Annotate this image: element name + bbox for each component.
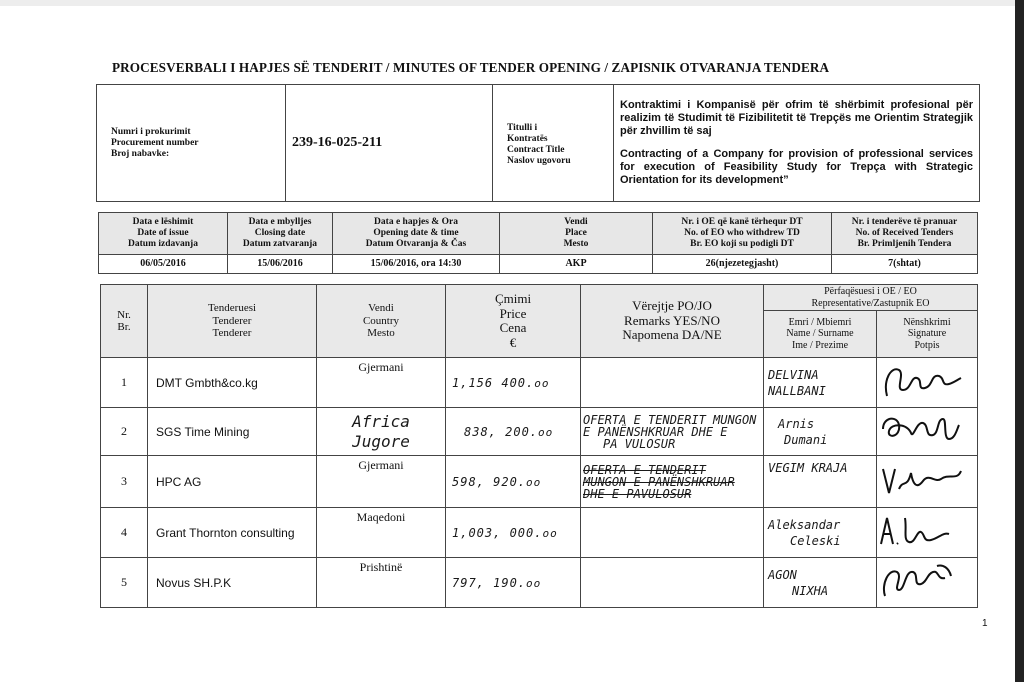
handwritten-signature-icon	[877, 360, 963, 402]
handwritten-signature-icon	[877, 459, 963, 501]
tenderer-name: HPC AG	[148, 456, 317, 508]
header-place: Vendi Place Mesto	[500, 213, 653, 255]
header-eo-withdrew: Nr. i OE që kanë tërhequr DT No. of EO who withdrew TD Br. EO koji su podigli DT	[653, 213, 832, 255]
header-price: Çmimi Price Cena €	[446, 285, 581, 358]
header-opening-date: Data e hapjes & Ora Opening date & time Datum Otvaranja & Čas	[333, 213, 500, 255]
header-tenderer: Tenderuesi Tenderer Tenderer	[148, 285, 317, 358]
handwritten-signature-icon	[877, 409, 963, 451]
eo-withdrew-count: 26(njezetegjasht)	[653, 254, 832, 273]
row-number: 4	[101, 508, 148, 558]
procurement-info-table	[96, 84, 980, 202]
tender-remark: OFERTA E TENDERIT MUNGON E PANËNSHKRUAR DHE E PA VULOSUR	[581, 408, 764, 456]
header-closing-date: Data e mbylljes Closing date Datum zatvaranja	[228, 213, 333, 255]
signature	[877, 558, 978, 608]
procurement-number-label: Numri i prokurimit Procurement number Broj nabavke:	[97, 85, 286, 202]
header-received-tenders: Nr. i tenderëve të pranuar No. of Received Tenders Br. Primljenih Tendera	[832, 213, 978, 255]
representative-name: AGON NIXHA	[764, 558, 877, 608]
table-row	[101, 508, 978, 558]
tenderer-country: Maqedoni	[317, 508, 446, 558]
contract-title-en: Contracting of a Company for provision of professional services for execution of Feasibility Study for Trepça with Strategic Orientation for its development”	[620, 148, 973, 186]
handwritten-signature-icon	[877, 510, 963, 552]
representative-name: DELVINA NALLBANI	[764, 358, 877, 408]
closing-date: 15/06/2016	[228, 254, 333, 273]
table-row	[101, 558, 978, 608]
tender-price: 1,156 400.oo	[446, 358, 581, 408]
signature	[877, 508, 978, 558]
signature	[877, 456, 978, 508]
header-name: Emri / Mbiemri Name / Surname Ime / Prezime	[764, 311, 877, 358]
header-nr: Nr. Br.	[101, 285, 148, 358]
tender-price: 598, 920.oo	[446, 456, 581, 508]
tenderer-name: Novus SH.P.K	[148, 558, 317, 608]
row-number: 1	[101, 358, 148, 408]
table-row	[101, 408, 978, 456]
opening-date-time: 15/06/2016, ora 14:30	[333, 254, 500, 273]
header-representative: Përfaqësuesi i OE / EO Representative/Zastupnik EO	[764, 285, 978, 311]
tenderer-country: Gjermani	[317, 358, 446, 408]
top-edge	[0, 0, 1024, 6]
row-number: 2	[101, 408, 148, 456]
table-row	[101, 358, 978, 408]
date-of-issue: 06/05/2016	[99, 254, 228, 273]
header-country: Vendi Country Mesto	[317, 285, 446, 358]
tender-remark	[581, 558, 764, 608]
handwritten-signature-icon	[877, 560, 963, 602]
contract-title-sq: Kontraktimi i Kompanisë për ofrim të shërbimit profesional për realizim të Studimit të Fizibilitetit të Trepçës me Orientim Strategjik për zhvillim të saj	[620, 99, 973, 137]
contract-title	[614, 85, 980, 202]
header-remarks: Vërejtje PO/JO Remarks YES/NO Napomena DA/NE	[581, 285, 764, 358]
received-tenders-count: 7(shtat)	[832, 254, 978, 273]
tender-summary-table	[98, 212, 978, 274]
row-number: 3	[101, 456, 148, 508]
page-number: 1	[982, 618, 988, 629]
tender-remark	[581, 358, 764, 408]
row-number: 5	[101, 558, 148, 608]
document-title: PROCESVERBALI I HAPJES SË TENDERIT / MINUTES OF TENDER OPENING / ZAPISNIK OTVARANJA TENDERA	[112, 60, 830, 75]
representative-name: Aleksandar Celeski	[764, 508, 877, 558]
procurement-number: 239-16-025-211	[286, 85, 493, 202]
representative-name: Arnis Dumani	[764, 408, 877, 456]
tenderer-country: Gjermani	[317, 456, 446, 508]
place: AKP	[500, 254, 653, 273]
tenderer-name: DMT Gmbth&co.kg	[148, 358, 317, 408]
contract-title-label: Titulli i Kontratës Contract Title Naslov ugovoru	[493, 85, 614, 202]
tenderer-name: SGS Time Mining	[148, 408, 317, 456]
tenderer-name: Grant Thornton consulting	[148, 508, 317, 558]
tenders-table	[100, 284, 978, 608]
tender-price: 797, 190.oo	[446, 558, 581, 608]
header-date-of-issue: Data e lëshimit Date of issue Datum izdavanja	[99, 213, 228, 255]
signature	[877, 408, 978, 456]
tender-remark-struck: OFERTA E TENDERIT MUNGON E PANËNSHKRUAR DHE E PAVULOSUR	[581, 456, 764, 508]
tender-price: 838, 200.oo	[446, 408, 581, 456]
tender-price: 1,003, 000.oo	[446, 508, 581, 558]
representative-name: VEGIM KRAJA	[764, 456, 877, 508]
signature	[877, 358, 978, 408]
table-row	[101, 456, 978, 508]
tenderer-country: Prishtinë	[317, 558, 446, 608]
tenderer-country-handwritten: Africa Jugore	[317, 408, 446, 456]
header-signature: Nënshkrimi Signature Potpis	[877, 311, 978, 358]
tender-remark	[581, 508, 764, 558]
right-edge	[1015, 0, 1024, 682]
